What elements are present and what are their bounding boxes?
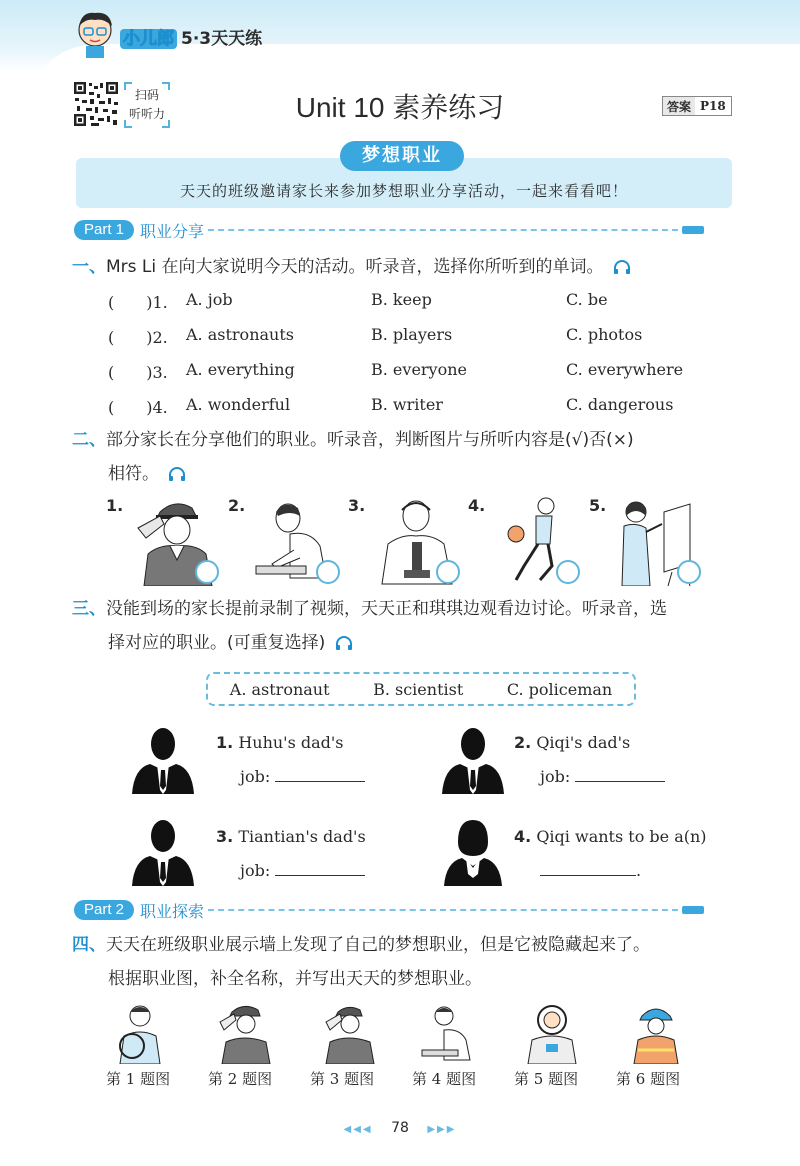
headphones-icon[interactable] — [613, 259, 631, 275]
question-text-cont: 根据职业图，补全名称，并写出天天的梦想职业。 — [108, 969, 482, 989]
question-1 — [72, 250, 742, 284]
option-b: B. keep — [371, 290, 432, 309]
part-tag: Part 1 — [74, 220, 134, 240]
figure-caption: 第 5 题图 — [514, 1070, 579, 1088]
figure-caption: 第 3 题图 — [310, 1070, 375, 1088]
role-2 — [514, 726, 665, 794]
pencil-icon — [682, 906, 704, 914]
question-text: 没能到场的家长提前录制了视频，天天正和琪琪边观看边讨论。听录音，选 — [106, 599, 667, 619]
choice-c: C. policeman — [506, 679, 613, 699]
option-c: C. photos — [566, 325, 643, 344]
answer-key-label: 答案 — [663, 97, 695, 115]
answer-blank[interactable] — [275, 862, 365, 876]
role-number: 1. — [216, 733, 234, 752]
police-officer-picture — [214, 1002, 274, 1064]
part-tag: Part 2 — [74, 900, 134, 920]
answer-circle[interactable] — [195, 560, 219, 584]
man-silhouette-icon — [130, 816, 196, 886]
question-4 — [72, 928, 742, 996]
answer-circle[interactable] — [677, 560, 701, 584]
question-text: Mrs Li 在向大家说明今天的活动。听录音，选择你所听到的单词。 — [106, 257, 604, 277]
mascot-icon — [72, 8, 118, 58]
role-text: Huhu's dad's — [238, 733, 344, 752]
arrow-right-icon: ▶▶▶ — [427, 1124, 457, 1135]
answer-circle[interactable] — [556, 560, 580, 584]
headphones-icon[interactable] — [335, 635, 353, 651]
question-number: 四、 — [72, 935, 106, 955]
role-number: 2. — [514, 733, 532, 752]
astronaut-picture — [522, 1002, 582, 1064]
pencil-icon — [682, 226, 704, 234]
arrow-left-icon: ◀◀◀ — [343, 1124, 373, 1135]
job-label: job: — [240, 767, 271, 786]
role-4 — [514, 820, 707, 888]
choice-box — [206, 672, 636, 706]
picture-number: 4. — [468, 496, 486, 515]
police-woman-picture — [318, 1002, 378, 1064]
answer-blank[interactable]: ( )1. — [108, 293, 168, 312]
role-3 — [216, 820, 366, 888]
question-text-cont: 相符。 — [108, 464, 159, 484]
scan-text: 扫码 — [134, 88, 159, 102]
answer-circle[interactable] — [436, 560, 460, 584]
picture-number: 1. — [106, 496, 124, 515]
answer-blank[interactable] — [275, 768, 365, 782]
answer-blank[interactable]: ( )4. — [108, 398, 168, 417]
picture-number: 2. — [228, 496, 246, 515]
question-number: 二、 — [72, 430, 106, 450]
role-text: Tiantian's dad's — [238, 827, 366, 846]
role-number: 3. — [216, 827, 234, 846]
choice-a: A. astronaut — [229, 679, 330, 699]
option-c: C. dangerous — [566, 395, 674, 414]
answer-blank[interactable]: ( )3. — [108, 363, 168, 382]
role-text: Qiqi wants to be a(n) — [536, 827, 707, 846]
picture-number: 3. — [348, 496, 366, 515]
period: . — [636, 861, 642, 880]
option-b: B. everyone — [371, 360, 467, 379]
answer-blank[interactable] — [575, 768, 665, 782]
question-3 — [72, 592, 742, 660]
answer-page: P18 — [700, 99, 726, 113]
answer-blank[interactable]: ( )2. — [108, 328, 168, 347]
man-silhouette-icon — [440, 724, 506, 794]
option-c: C. everywhere — [566, 360, 684, 379]
question-text: 部分家长在分享他们的职业。听录音，判断图片与所听内容是(√)否(×) — [106, 430, 634, 450]
answer-reference — [662, 96, 732, 116]
brand-suffix: 5·3天天练 — [181, 29, 263, 49]
man-silhouette-icon — [130, 724, 196, 794]
option-a: A. everything — [186, 360, 295, 379]
page-footer — [0, 1120, 800, 1136]
part-name: 职业探索 — [140, 901, 205, 921]
option-c: C. be — [566, 290, 608, 309]
driver-picture — [110, 1002, 170, 1064]
firefighter-picture — [626, 1002, 686, 1064]
question-text-cont: 择对应的职业。(可重复选择) — [108, 633, 326, 653]
writer-small-picture — [418, 1002, 478, 1064]
question-number: 三、 — [72, 599, 106, 619]
picture-number: 5. — [589, 496, 607, 515]
figure-caption: 第 2 题图 — [208, 1070, 273, 1088]
woman-silhouette-icon — [440, 816, 506, 886]
figure-caption: 第 6 题图 — [616, 1070, 681, 1088]
role-text: Qiqi's dad's — [536, 733, 631, 752]
page-number: 78 — [391, 1120, 409, 1136]
option-a: A. job — [186, 290, 233, 309]
banner-tab: 梦想职业 — [340, 141, 464, 171]
answer-blank[interactable] — [540, 862, 636, 876]
divider — [208, 229, 678, 231]
part1-header — [74, 220, 704, 240]
brand-prefix: 小儿郎 — [120, 29, 177, 49]
question-text: 天天在班级职业展示墙上发现了自己的梦想职业，但是它被隐藏起来了。 — [106, 935, 650, 955]
banner-text: 天天的班级邀请家长来参加梦想职业分享活动，一起来看看吧！ — [179, 182, 628, 200]
job-label: job: — [540, 767, 571, 786]
option-b: B. players — [371, 325, 453, 344]
figure-caption: 第 1 题图 — [106, 1070, 171, 1088]
option-b: B. writer — [371, 395, 443, 414]
headphones-icon[interactable] — [168, 466, 186, 482]
brand-logo — [120, 24, 262, 49]
question-2 — [72, 423, 742, 491]
answer-circle[interactable] — [316, 560, 340, 584]
role-1 — [216, 726, 365, 794]
choice-b: B. scientist — [373, 679, 464, 699]
job-label: job: — [240, 861, 271, 880]
part2-header — [74, 900, 704, 920]
listen-text: 听听力 — [128, 107, 165, 121]
role-number: 4. — [514, 827, 532, 846]
option-a: A. astronauts — [186, 325, 294, 344]
option-a: A. wonderful — [186, 395, 291, 414]
figure-caption: 第 4 题图 — [412, 1070, 477, 1088]
page-title: Unit 10 素养练习 — [295, 92, 505, 123]
question-number: 一、 — [72, 257, 106, 277]
divider — [208, 909, 678, 911]
part-name: 职业分享 — [140, 221, 205, 241]
